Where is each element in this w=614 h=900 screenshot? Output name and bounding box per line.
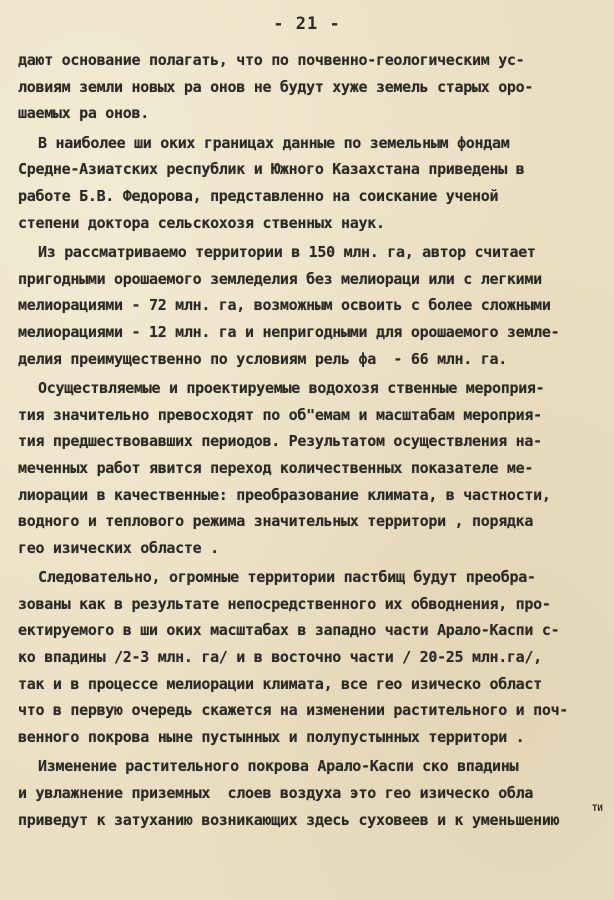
text-line-29: приведут к затуханию возникающих здесь суховеев и к уменьшению	[18, 810, 560, 829]
margin-mark: ТИ	[592, 804, 603, 814]
text-line-22: ектируемого в ши оких масштабах в западно части Арало-Каспи с-	[18, 621, 560, 640]
text-line-15: тия предшествовавших периодов. Результатом осуществления на-	[18, 432, 542, 451]
text-line-27: Изменение растительного покрова Арало-Каспи ско впадины	[38, 757, 519, 776]
text-line-28: и увлажнение приземных слоев воздуха это гео изическо обла	[18, 784, 534, 803]
text-line-12: делия преимущественно по условиям рель фа - 66 млн. га.	[18, 349, 507, 368]
text-line-20: Следовательно, огромные территории пастбищ будут преобра-	[38, 568, 536, 587]
text-line-7: степени доктора сельскохозя ственных наук.	[18, 213, 385, 232]
text-line-9: пригодными орошаемого земледелия без мелиораци или с легкими	[18, 269, 542, 288]
page-number: - 21 -	[273, 14, 341, 34]
text-line-3: шаемых ра онов.	[18, 104, 149, 123]
typewritten-body	[18, 47, 614, 833]
text-line-1: дают основание полагать, что по почвенно-геологическим ус-	[18, 51, 525, 69]
text-line-21: зованы как в результате непосредственного их обводнения, про-	[18, 594, 551, 613]
text-line-5: Средне-Азиатских республик и Южного Казахстана приведены в	[18, 160, 525, 179]
text-line-24: так и в процессе мелиорации климата, все гео изическо област	[18, 674, 542, 693]
text-line-18: водного и теплового режима значительных территори , порядка	[18, 512, 534, 531]
text-line-8: Из рассматриваемо территории в 150 млн. га, автор считает	[38, 243, 536, 262]
text-line-17: лиорации в качественные: преобразование климата, в частности,	[18, 485, 551, 504]
text-line-6: работе Б.В. Федорова, представленно на соискание ученой	[18, 186, 499, 205]
text-line-10: мелиорациями - 72 млн. га, возможным освоить с более сложными	[18, 296, 551, 315]
text-line-4: В наиболее ши оких границах данные по земельным фондам	[38, 133, 510, 152]
text-line-16: меченных работ явится переход количественных показателе ме-	[18, 458, 534, 477]
text-line-19: гео изических областе .	[18, 538, 219, 557]
text-line-26: венного покрова ныне пустынных и полупустынных территори .	[18, 727, 525, 746]
text-line-23: ко впадины /2-3 млн. га/ и в восточно части / 20-25 млн.га/,	[18, 648, 542, 667]
text-line-25: что в первую очередь скажется на изменении растительного и поч-	[18, 701, 569, 720]
text-line-13: Осуществляемые и проектируемые водохозя ственные мероприя-	[38, 379, 545, 398]
text-line-14: тия значительно превосходят по об"емам и масштабам мероприя-	[18, 405, 542, 424]
text-line-2: ловиям земли новых ра онов не будут хуже земель старых оро-	[18, 77, 534, 96]
text-line-11: мелиорациями - 12 млн. га и непригодными для орошаемого земле-	[18, 322, 560, 341]
